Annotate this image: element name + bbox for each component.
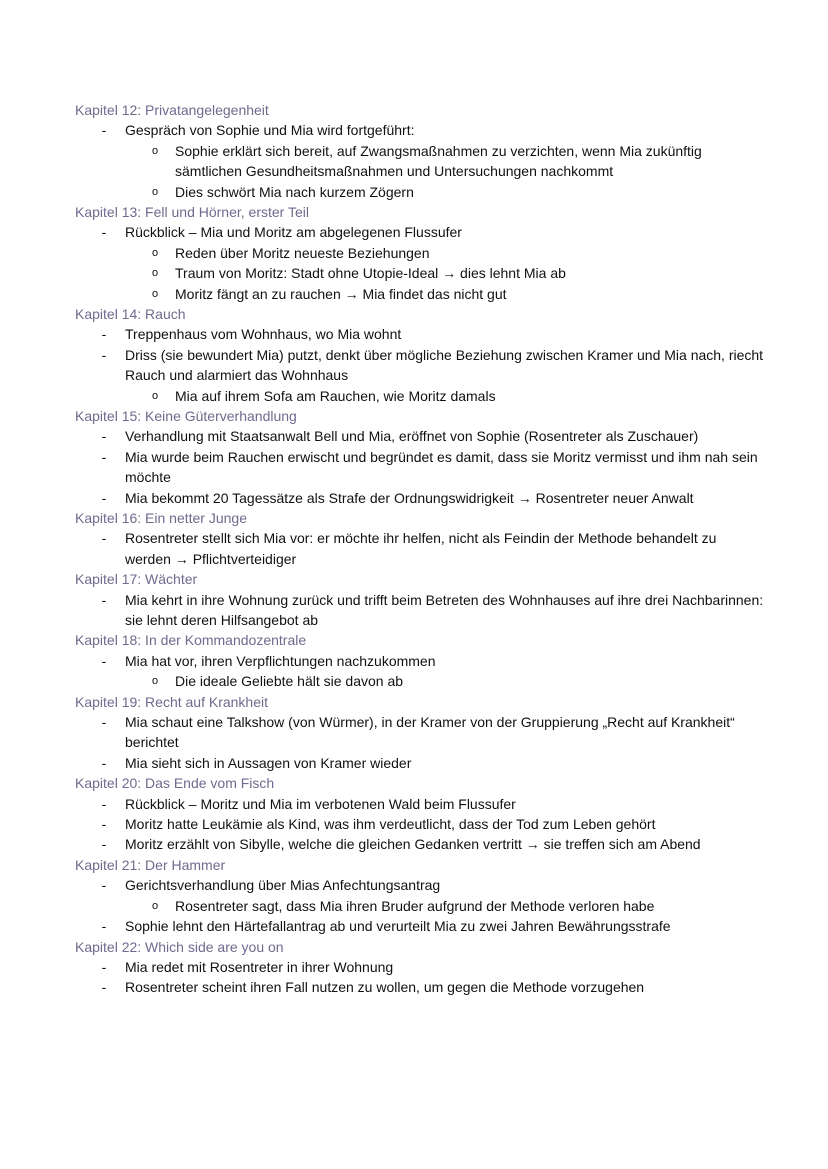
sub-bullet-text: Rosentreter sagt, dass Mia ihren Bruder aufgrund der Methode verloren habe	[175, 897, 655, 914]
sub-bullet-text: Reden über Moritz neueste Beziehungen	[175, 244, 430, 261]
dash-bullet-marker: -	[101, 346, 107, 363]
circle-bullet-marker: o	[151, 144, 159, 157]
chapter-heading: Kapitel 15: Keine Güterverhandlung	[75, 408, 297, 425]
dash-bullet-marker: -	[101, 754, 107, 771]
dash-bullet-marker: -	[101, 326, 107, 343]
dash-bullet-marker: -	[101, 489, 107, 506]
sub-bullet-item	[75, 141, 765, 182]
sub-bullet-item	[75, 896, 765, 916]
chapter-heading: Kapitel 14: Rauch	[75, 306, 186, 323]
circle-bullet-marker: o	[151, 246, 159, 259]
dash-bullet-marker: -	[101, 530, 107, 547]
bullet-item	[75, 651, 765, 671]
sub-bullet-text: Traum von Moritz: Stadt ohne Utopie-Ideal → dies lehnt Mia ab	[175, 265, 566, 282]
sub-bullet-text: Dies schwört Mia nach kurzem Zögern	[175, 183, 414, 200]
bullet-text: Driss (sie bewundert Mia) putzt, denkt über mögliche Beziehung zwischen Kramer und Mia nach, riecht Rauch und alarmiert das Wohnhaus	[125, 346, 764, 384]
dash-bullet-marker: -	[101, 979, 107, 996]
bullet-item	[75, 875, 765, 895]
bullet-text: Verhandlung mit Staatsanwalt Bell und Mia, eröffnet von Sophie (Rosentreter als Zuschauer)	[125, 428, 699, 445]
bullet-text: Moritz hatte Leukämie als Kind, was ihm verdeutlicht, dass der Tod zum Leben gehört	[125, 816, 656, 833]
bullet-item	[75, 753, 765, 773]
chapter-summary-list	[75, 100, 775, 998]
bullet-item	[75, 324, 765, 344]
sub-bullet-text: Sophie erklärt sich bereit, auf Zwangsmaßnahmen zu verzichten, wenn Mia zukünftig sämtlichen Gesundheitsmaßnahmen und Untersuchungen nachkommt	[175, 142, 702, 180]
dash-bullet-marker: -	[101, 877, 107, 894]
dash-bullet-marker: -	[101, 714, 107, 731]
bullet-item	[75, 120, 765, 140]
bullet-item	[75, 528, 765, 569]
bullet-text: Rückblick – Moritz und Mia im verbotenen Wald beim Flussufer	[125, 795, 516, 812]
bullet-text: Gespräch von Sophie und Mia wird fortgeführt:	[125, 122, 415, 139]
bullet-item	[75, 957, 765, 977]
chapter-heading: Kapitel 12: Privatangelegenheit	[75, 102, 269, 118]
bullet-text: Rosentreter scheint ihren Fall nutzen zu wollen, um gegen die Methode vorzugehen	[125, 979, 645, 996]
sub-bullet-text: Mia auf ihrem Sofa am Rauchen, wie Moritz damals	[175, 387, 496, 404]
sub-bullet-item	[75, 243, 765, 263]
circle-bullet-marker: o	[151, 899, 159, 912]
sub-bullet-item	[75, 671, 765, 691]
sub-bullet-item	[75, 182, 765, 202]
circle-bullet-marker: o	[151, 267, 159, 280]
dash-bullet-marker: -	[101, 795, 107, 812]
circle-bullet-marker: o	[151, 389, 159, 402]
bullet-text: Mia kehrt in ihre Wohnung zurück und trifft beim Betreten des Wohnhauses auf ihre drei Nachbarinnen: sie lehnt deren Hilfsangebot ab	[125, 591, 764, 629]
dash-bullet-marker: -	[101, 428, 107, 445]
dash-bullet-marker: -	[101, 836, 107, 853]
dash-bullet-marker: -	[101, 591, 107, 608]
bullet-text: Mia redet mit Rosentreter in ihrer Wohnung	[125, 958, 394, 975]
bullet-item	[75, 222, 765, 242]
bullet-text: Gerichtsverhandlung über Mias Anfechtungsantrag	[125, 877, 441, 894]
dash-bullet-marker: -	[101, 448, 107, 465]
bullet-text: Mia hat vor, ihren Verpflichtungen nachzukommen	[125, 652, 436, 669]
chapter-heading: Kapitel 21: Der Hammer	[75, 856, 226, 873]
dash-bullet-marker: -	[101, 958, 107, 975]
bullet-text: Mia bekommt 20 Tagessätze als Strafe der Ordnungswidrigkeit → Rosentreter neuer Anwalt	[125, 489, 694, 506]
bullet-text: Mia sieht sich in Aussagen von Kramer wieder	[125, 754, 412, 771]
bullet-text: Rosentreter stellt sich Mia vor: er möchte ihr helfen, nicht als Feindin der Methode behandelt zu werden → Pflichtverteidiger	[125, 530, 717, 567]
bullet-item	[75, 916, 765, 936]
circle-bullet-marker: o	[151, 287, 159, 300]
bullet-text: Mia schaut eine Talkshow (von Würmer), in der Kramer von der Gruppierung „Recht auf Krankheit“ berichtet	[125, 714, 735, 751]
bullet-item	[75, 712, 765, 753]
sub-bullet-item	[75, 263, 765, 283]
dash-bullet-marker: -	[101, 816, 107, 833]
bullet-item	[75, 426, 765, 446]
bullet-item	[75, 590, 765, 631]
dash-bullet-marker: -	[101, 224, 107, 241]
bullet-item	[75, 834, 765, 854]
bullet-text: Rückblick – Mia und Moritz am abgelegenen Flussufer	[125, 224, 462, 241]
chapter-heading: Kapitel 19: Recht auf Krankheit	[75, 693, 269, 710]
sub-bullet-text: Die ideale Geliebte hält sie davon ab	[175, 673, 404, 690]
circle-bullet-marker: o	[151, 675, 159, 688]
chapter-heading: Kapitel 17: Wächter	[75, 571, 198, 588]
bullet-item	[75, 794, 765, 814]
chapter-heading: Kapitel 22: Which side are you on	[75, 938, 284, 955]
bullet-text: Moritz erzählt von Sibylle, welche die gleichen Gedanken vertritt → sie treffen sich am Abend	[125, 836, 701, 853]
circle-bullet-marker: o	[151, 185, 159, 198]
chapter-heading: Kapitel 20: Das Ende vom Fisch	[75, 775, 275, 792]
dash-bullet-marker: -	[101, 122, 107, 139]
sub-bullet-item	[75, 386, 765, 406]
chapter-heading: Kapitel 18: In der Kommandozentrale	[75, 632, 307, 649]
sub-bullet-text: Moritz fängt an zu rauchen → Mia findet das nicht gut	[175, 285, 507, 302]
bullet-text: Treppenhaus vom Wohnhaus, wo Mia wohnt	[125, 326, 402, 343]
chapter-heading: Kapitel 13: Fell und Hörner, erster Teil	[75, 204, 309, 221]
bullet-item	[75, 814, 765, 834]
dash-bullet-marker: -	[101, 652, 107, 669]
chapter-heading: Kapitel 16: Ein netter Junge	[75, 510, 248, 527]
bullet-text: Sophie lehnt den Härtefallantrag ab und verurteilt Mia zu zwei Jahren Bewährungsstrafe	[125, 918, 671, 935]
bullet-item	[75, 447, 765, 488]
sub-bullet-item	[75, 284, 765, 304]
bullet-item	[75, 977, 765, 997]
bullet-item	[75, 345, 765, 386]
bullet-text: Mia wurde beim Rauchen erwischt und begründet es damit, dass sie Moritz vermisst und ihm nah sein möchte	[125, 448, 758, 486]
bullet-item	[75, 488, 765, 508]
dash-bullet-marker: -	[101, 918, 107, 935]
